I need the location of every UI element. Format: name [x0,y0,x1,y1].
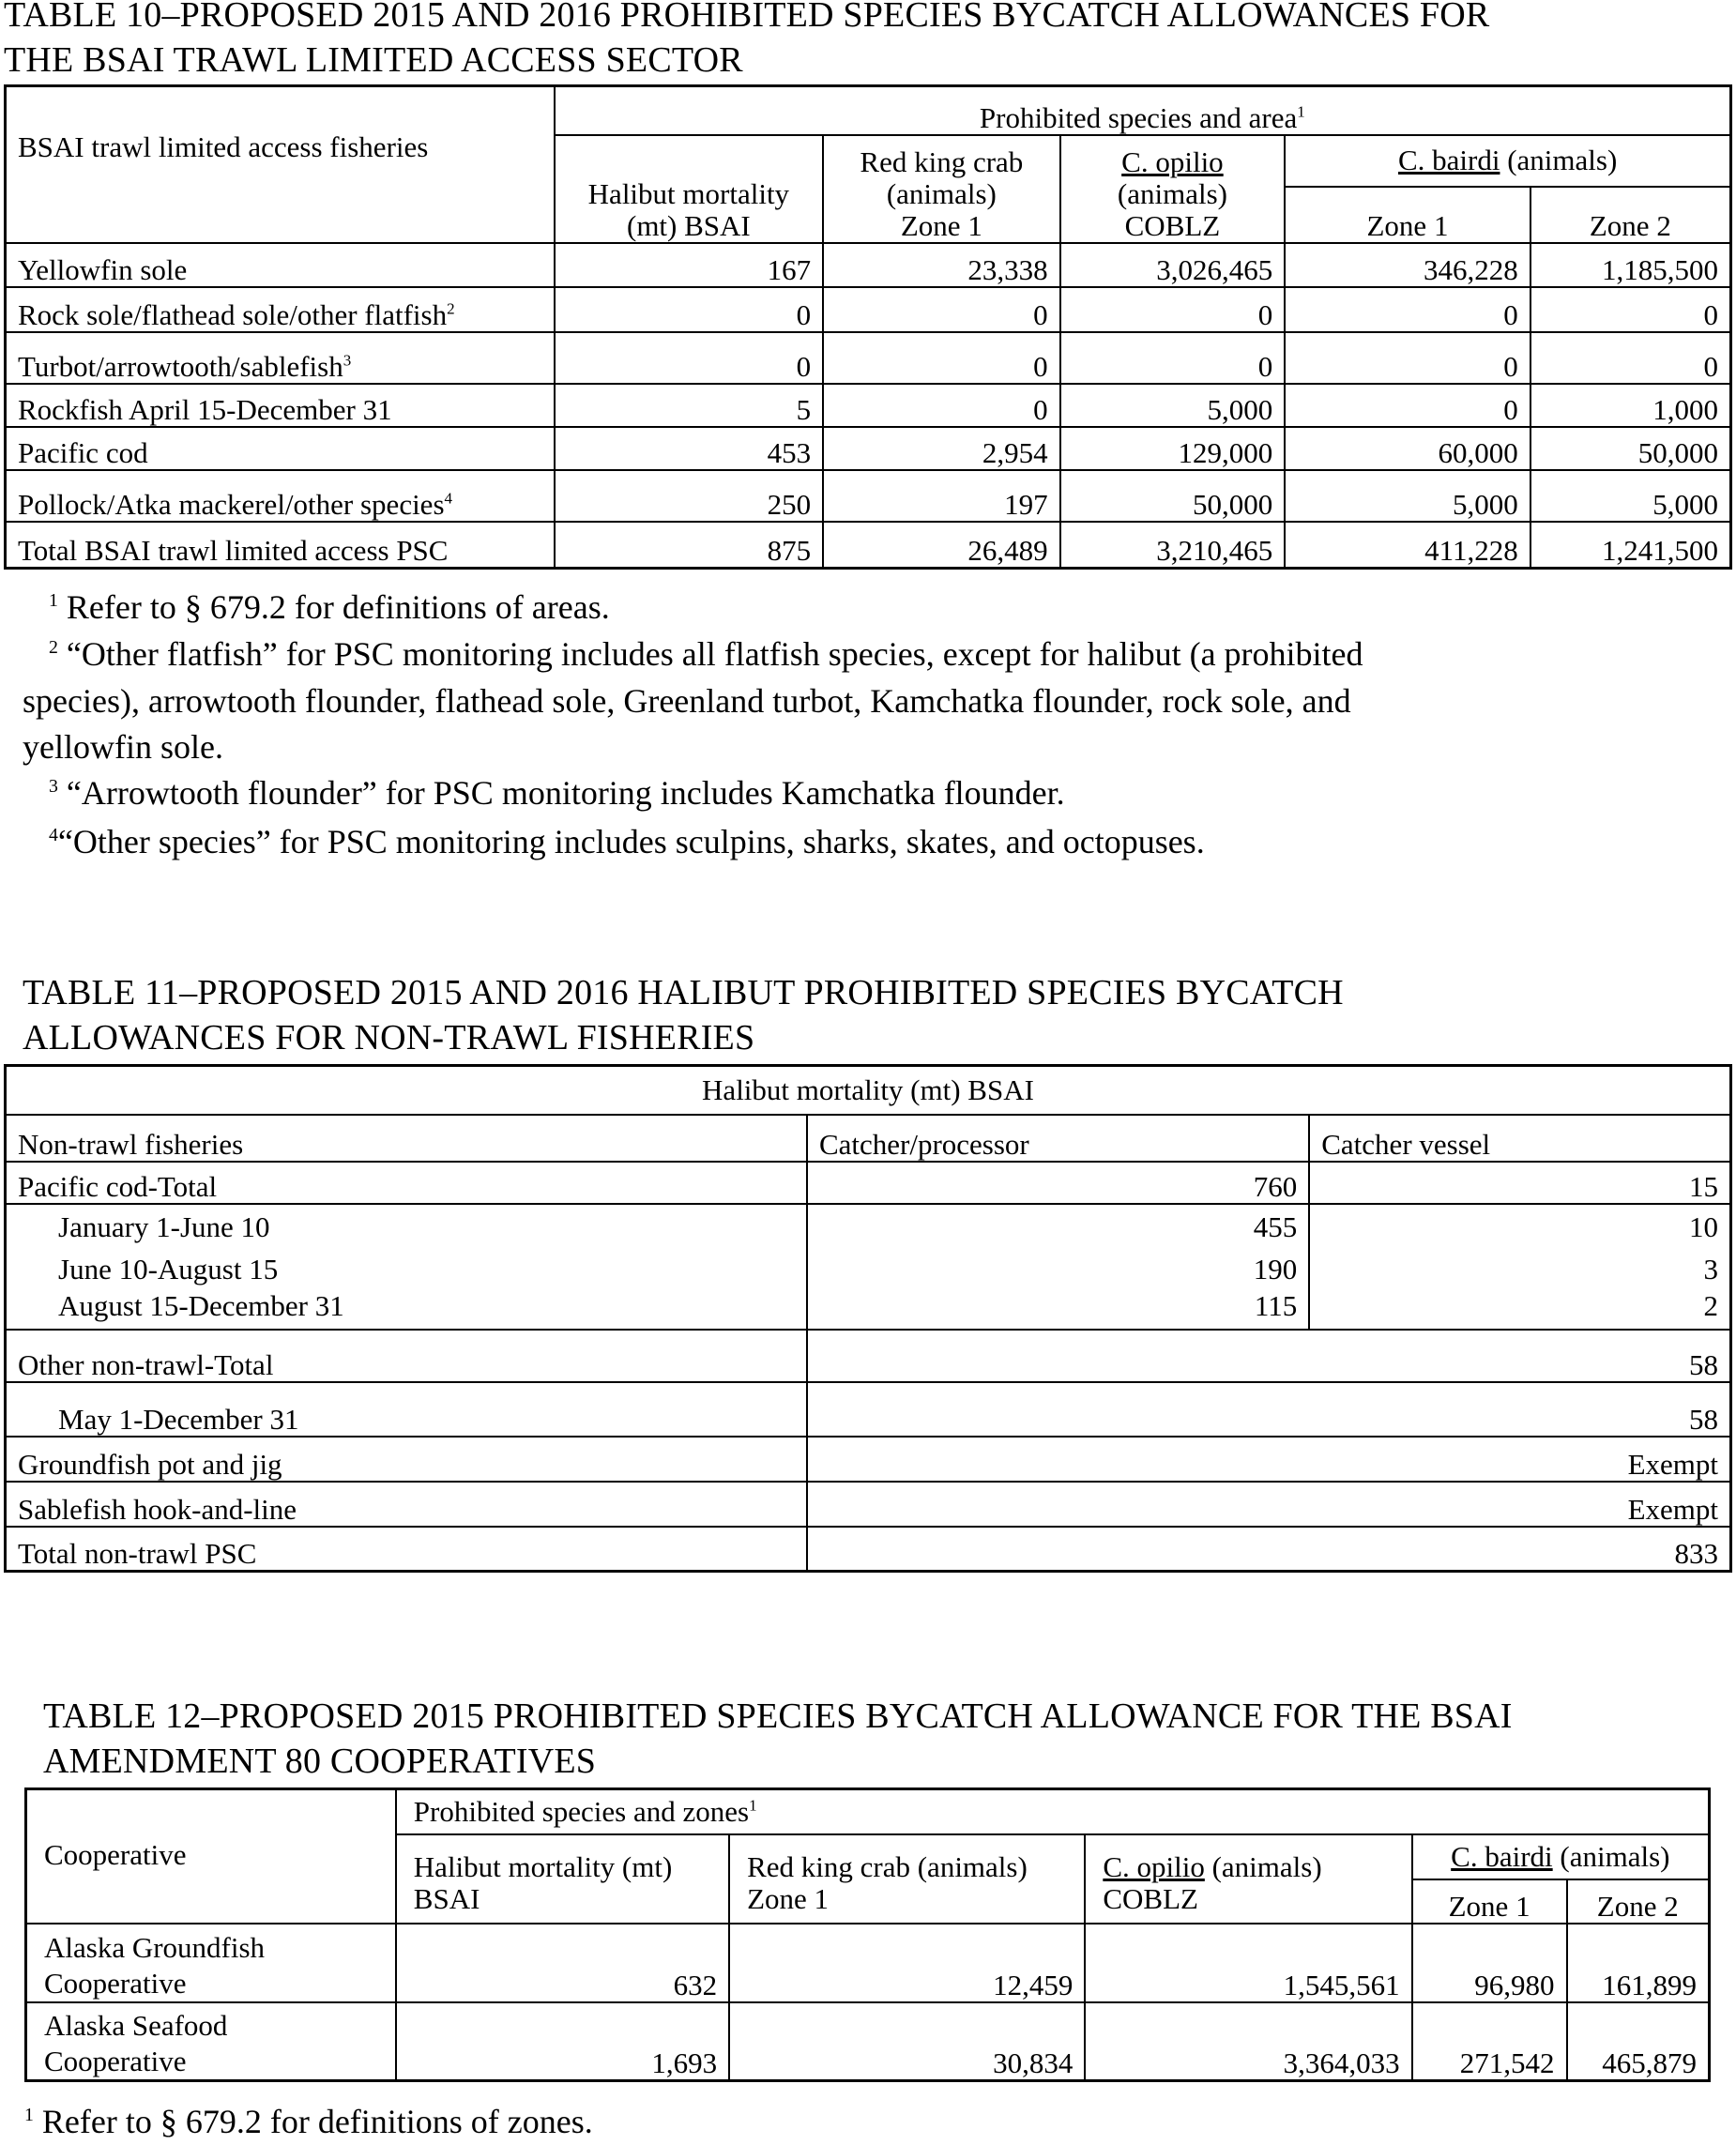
t12-halibut-l1: Halibut mortality (mt) [413,1849,673,1883]
table10-title-line2: THE BSAI TRAWL LIMITED ACCESS SECTOR [4,40,743,80]
t12-group-label: Prohibited species and zones [413,1794,750,1828]
table10 [4,84,1732,570]
t12-body [26,1924,1710,2081]
t10-row-label: Pacific cod [18,435,148,469]
t10-cell: 346,228 [1285,243,1530,287]
t10-row-label: Pollock/Atka mackerel/other species [18,487,445,521]
t10-row [6,243,1731,287]
t12-cell: 465,879 [1567,2002,1710,2081]
t10-header-zone2: Zone 2 [1530,187,1731,243]
t10-cell: 0 [1530,287,1731,332]
t10-fn2-sup: 2 [49,637,58,658]
t10-cell: 0 [555,332,823,384]
t11-row-other-total [6,1330,1731,1382]
t10-row-sup: 3 [343,351,352,370]
table12-title [43,1694,1513,1784]
t12-header-bairdi [1412,1834,1710,1879]
t10-row [6,522,1731,569]
t11-other-season-name: May 1-December 31 [6,1382,807,1437]
t10-row-name [6,287,555,332]
t11-header-group: Halibut mortality (mt) BSAI [6,1066,1731,1115]
t10-group-sup: 1 [1297,102,1305,121]
t12-row [26,1924,1710,2002]
t12-header-group [396,1789,1710,1834]
t10-group-label: Prohibited species and area [979,100,1298,134]
t12-cell: 1,693 [396,2002,729,2081]
t10-cell: 0 [555,287,823,332]
t12-cell: 3,364,033 [1085,2002,1411,2081]
t10-row [6,287,1731,332]
t12-cell: 161,899 [1567,1924,1710,2002]
t10-body [6,243,1731,569]
t12-header-halibut [396,1834,729,1924]
t10-cell: 5 [555,384,823,427]
t10-cell: 0 [1285,384,1530,427]
t10-header-group [555,86,1731,135]
t10-footnote-2-line3: yellowfin sole. [23,728,223,766]
t12-row-label: Cooperative [44,2045,187,2077]
t10-row-name [6,332,555,384]
t10-opilio-l3: COBLZ [1124,208,1221,242]
t10-header-fisheries: BSAI trawl limited access fisheries [6,86,555,243]
t10-cell: 0 [1285,332,1530,384]
t11-other-season-val: 58 [807,1382,1731,1437]
t12-row [26,2002,1710,2081]
t10-halibut-l1: Halibut mortality [587,176,790,210]
table12-title-line2: AMENDMENT 80 COOPERATIVES [43,1742,597,1781]
t11-header-cv: Catcher vessel [1309,1115,1730,1162]
t10-row [6,427,1731,470]
t12-group-sup: 1 [749,1796,757,1815]
t10-cell: 453 [555,427,823,470]
t10-cell: 26,489 [823,522,1060,569]
t10-fn3-sup: 3 [49,776,58,797]
t10-cell: 50,000 [1530,427,1731,470]
t10-rkc-l3: Zone 1 [900,208,982,242]
t11-pcod-seasons [6,1204,807,1330]
t10-rkc-l1: Red king crab [860,145,1024,178]
t11-cp-1: 455 [1253,1209,1298,1243]
t10-footnote-2-line2: species), arrowtooth flounder, flathead sole, Greenland turbot, Kamchatka flounder, rock sole, and [23,682,1351,720]
t12-row-name [26,2002,396,2081]
t12-opilio-l1 [1103,1851,1393,1883]
t11-cv-1: 10 [1689,1209,1718,1243]
table10-title-line1: TABLE 10–PROPOSED 2015 AND 2016 PROHIBITED SPECIES BYCATCH ALLOWANCES FOR [4,0,1490,35]
t10-halibut-l2: (mt) BSAI [627,208,751,242]
t11-other-total-val: 58 [807,1330,1731,1382]
t10-bairdi-prefix: C. bairdi [1397,144,1500,176]
t10-cell: 0 [823,287,1060,332]
t10-opilio-l1: C. opilio [1121,145,1224,178]
t12-opilio-l2: COBLZ [1103,1881,1198,1915]
t10-footnote-3 [49,769,1065,816]
t10-header-bairdi [1285,135,1730,187]
t10-cell: 0 [1530,332,1731,384]
t11-header-cp: Catcher/processor [807,1115,1309,1162]
t10-row-name [6,243,555,287]
t11-header-fisheries: Non-trawl fisheries [6,1115,807,1162]
t12-bairdi-suffix: (animals) [1552,1839,1670,1873]
t10-fn3-text: “Arrowtooth flounder” for PSC monitoring includes Kamchatka flounder. [57,774,1065,812]
t10-cell: 3,210,465 [1060,522,1286,569]
t10-row [6,470,1731,522]
t12-row-name [26,1924,396,2002]
t10-row-label: Turbot/arrowtooth/sablefish [18,349,343,383]
t12-header-zone2: Zone 2 [1567,1879,1710,1924]
t11-row-other-season [6,1382,1731,1437]
t12-opilio-prefix: C. opilio [1103,1849,1205,1883]
t10-cell: 50,000 [1060,470,1286,522]
t12-row-label: Cooperative [44,1966,187,2000]
t10-row-sup: 2 [447,299,455,318]
t12-rkc-l2: Zone 1 [747,1881,830,1915]
t11-pcod-total-cp: 760 [807,1162,1309,1204]
t10-cell: 411,228 [1285,522,1530,569]
t10-fn1-text: Refer to § 679.2 for definitions of areas. [57,588,610,626]
table11-title-line2: ALLOWANCES FOR NON-TRAWL FISHERIES [23,1018,755,1057]
t10-row-name [6,470,555,522]
t10-footnote-2 [49,631,1363,677]
t10-row-name [6,427,555,470]
table12-title-line1: TABLE 12–PROPOSED 2015 PROHIBITED SPECIES BYCATCH ALLOWANCE FOR THE BSAI [43,1696,1513,1736]
t11-season-2: June 10-August 15 [58,1252,279,1285]
t12-fn-text: Refer to § 679.2 for definitions of zones. [33,2103,593,2140]
t10-fn4-text: “Other species” for PSC monitoring includes sculpins, sharks, skates, and octopuses. [57,823,1205,860]
t12-cell: 96,980 [1412,1924,1567,2002]
t11-cv-3: 2 [1703,1288,1718,1322]
t10-cell: 23,338 [823,243,1060,287]
t11-pcod-total-cv: 15 [1309,1162,1730,1204]
t12-cell: 1,545,561 [1085,1924,1411,2002]
t10-cell: 250 [555,470,823,522]
t10-fn4-sup: 4 [49,825,58,845]
t10-fn2-line1: “Other flatfish” for PSC monitoring includes all flatfish species, except for halibut (a prohibited [57,635,1363,673]
t11-sablefish-name: Sablefish hook-and-line [6,1482,807,1527]
table11-title [23,970,1344,1060]
t11-season-3: August 15-December 31 [58,1288,344,1322]
t12-opilio-suffix: (animals) [1204,1849,1322,1883]
t10-bairdi-suffix: (animals) [1500,144,1618,176]
t10-cell: 0 [823,384,1060,427]
t10-cell: 1,185,500 [1530,243,1731,287]
t11-pcod-seasons-cp [807,1204,1309,1330]
t10-row-label: Rockfish April 15-December 31 [18,392,392,426]
t11-total-val: 833 [807,1527,1731,1572]
t10-cell: 60,000 [1285,427,1530,470]
t11-row-pcod-total [6,1162,1731,1204]
t12-cell: 12,459 [729,1924,1085,2002]
t10-header-rkc [823,135,1060,243]
t10-rkc-l2: (animals) [886,176,997,210]
t11-pcod-total-name: Pacific cod-Total [6,1162,807,1204]
t12-header-opilio [1085,1834,1411,1924]
t10-cell: 5,000 [1530,470,1731,522]
t10-cell: 5,000 [1060,384,1286,427]
t10-row-name [6,384,555,427]
t10-cell: 1,000 [1530,384,1731,427]
t11-pot-jig-name: Groundfish pot and jig [6,1437,807,1482]
t11-cv-2: 3 [1703,1252,1718,1285]
t12-cell: 271,542 [1412,2002,1567,2081]
t12-bairdi-prefix: C. bairdi [1451,1839,1553,1873]
t11-pot-jig-val: Exempt [807,1437,1731,1482]
t11-cp-2: 190 [1253,1252,1298,1285]
t10-cell: 875 [555,522,823,569]
t11-other-total-name: Other non-trawl-Total [6,1330,807,1382]
t10-cell: 1,241,500 [1530,522,1731,569]
t10-cell: 129,000 [1060,427,1286,470]
t12-rkc-l1: Red king crab (animals) [747,1849,1028,1883]
t11-row-pot-jig [6,1437,1731,1482]
t10-cell: 3,026,465 [1060,243,1286,287]
table10-title [4,0,1489,83]
t10-row [6,332,1731,384]
t12-row-label: Alaska Seafood [44,2009,228,2042]
t10-header-zone1: Zone 1 [1285,187,1530,243]
t11-sablefish-val: Exempt [807,1482,1731,1527]
t11-pcod-seasons-cv [1309,1204,1730,1330]
t10-row-label: Rock sole/flathead sole/other flatfish [18,297,448,331]
t12-cell: 30,834 [729,2002,1085,2081]
t12-halibut-l2: BSAI [413,1881,480,1915]
t10-fn1-sup: 1 [49,590,58,611]
t10-row-label: Yellowfin sole [18,252,188,286]
t11-cp-3: 115 [1254,1288,1298,1322]
t10-opilio-l2: (animals) [1117,176,1227,210]
t10-cell: 0 [1285,287,1530,332]
table11 [4,1064,1732,1573]
t12-header-rkc [729,1834,1085,1924]
t10-cell: 0 [1060,332,1286,384]
t10-footnote-4 [49,818,1205,865]
t10-row-sup: 4 [444,489,453,508]
t10-cell: 0 [1060,287,1286,332]
t12-row-label: Alaska Groundfish [44,1930,266,1964]
t10-cell: 167 [555,243,823,287]
t11-row-total [6,1527,1731,1572]
t10-header-opilio [1060,135,1286,243]
t11-total-name: Total non-trawl PSC [6,1527,807,1572]
t10-row [6,384,1731,427]
t12-cell: 632 [396,1924,729,2002]
t10-cell: 0 [823,332,1060,384]
t11-season-1: January 1-June 10 [58,1209,270,1243]
table11-title-line1: TABLE 11–PROPOSED 2015 AND 2016 HALIBUT PROHIBITED SPECIES BYCATCH [23,973,1344,1012]
t11-row-pcod-seasons [6,1204,1731,1330]
t10-header-halibut [555,135,823,243]
t10-cell: 197 [823,470,1060,522]
t10-cell: 2,954 [823,427,1060,470]
t10-row-name [6,522,555,569]
t10-footnote-1 [49,584,610,631]
t12-header-cooperative: Cooperative [26,1789,396,1924]
t11-row-sablefish [6,1482,1731,1527]
t12-header-zone1: Zone 1 [1412,1879,1567,1924]
t10-cell: 5,000 [1285,470,1530,522]
table12 [24,1788,1711,2082]
t10-row-label: Total BSAI trawl limited access PSC [18,534,449,567]
t12-footnote [24,2098,593,2145]
t12-fn-sup: 1 [24,2105,34,2125]
